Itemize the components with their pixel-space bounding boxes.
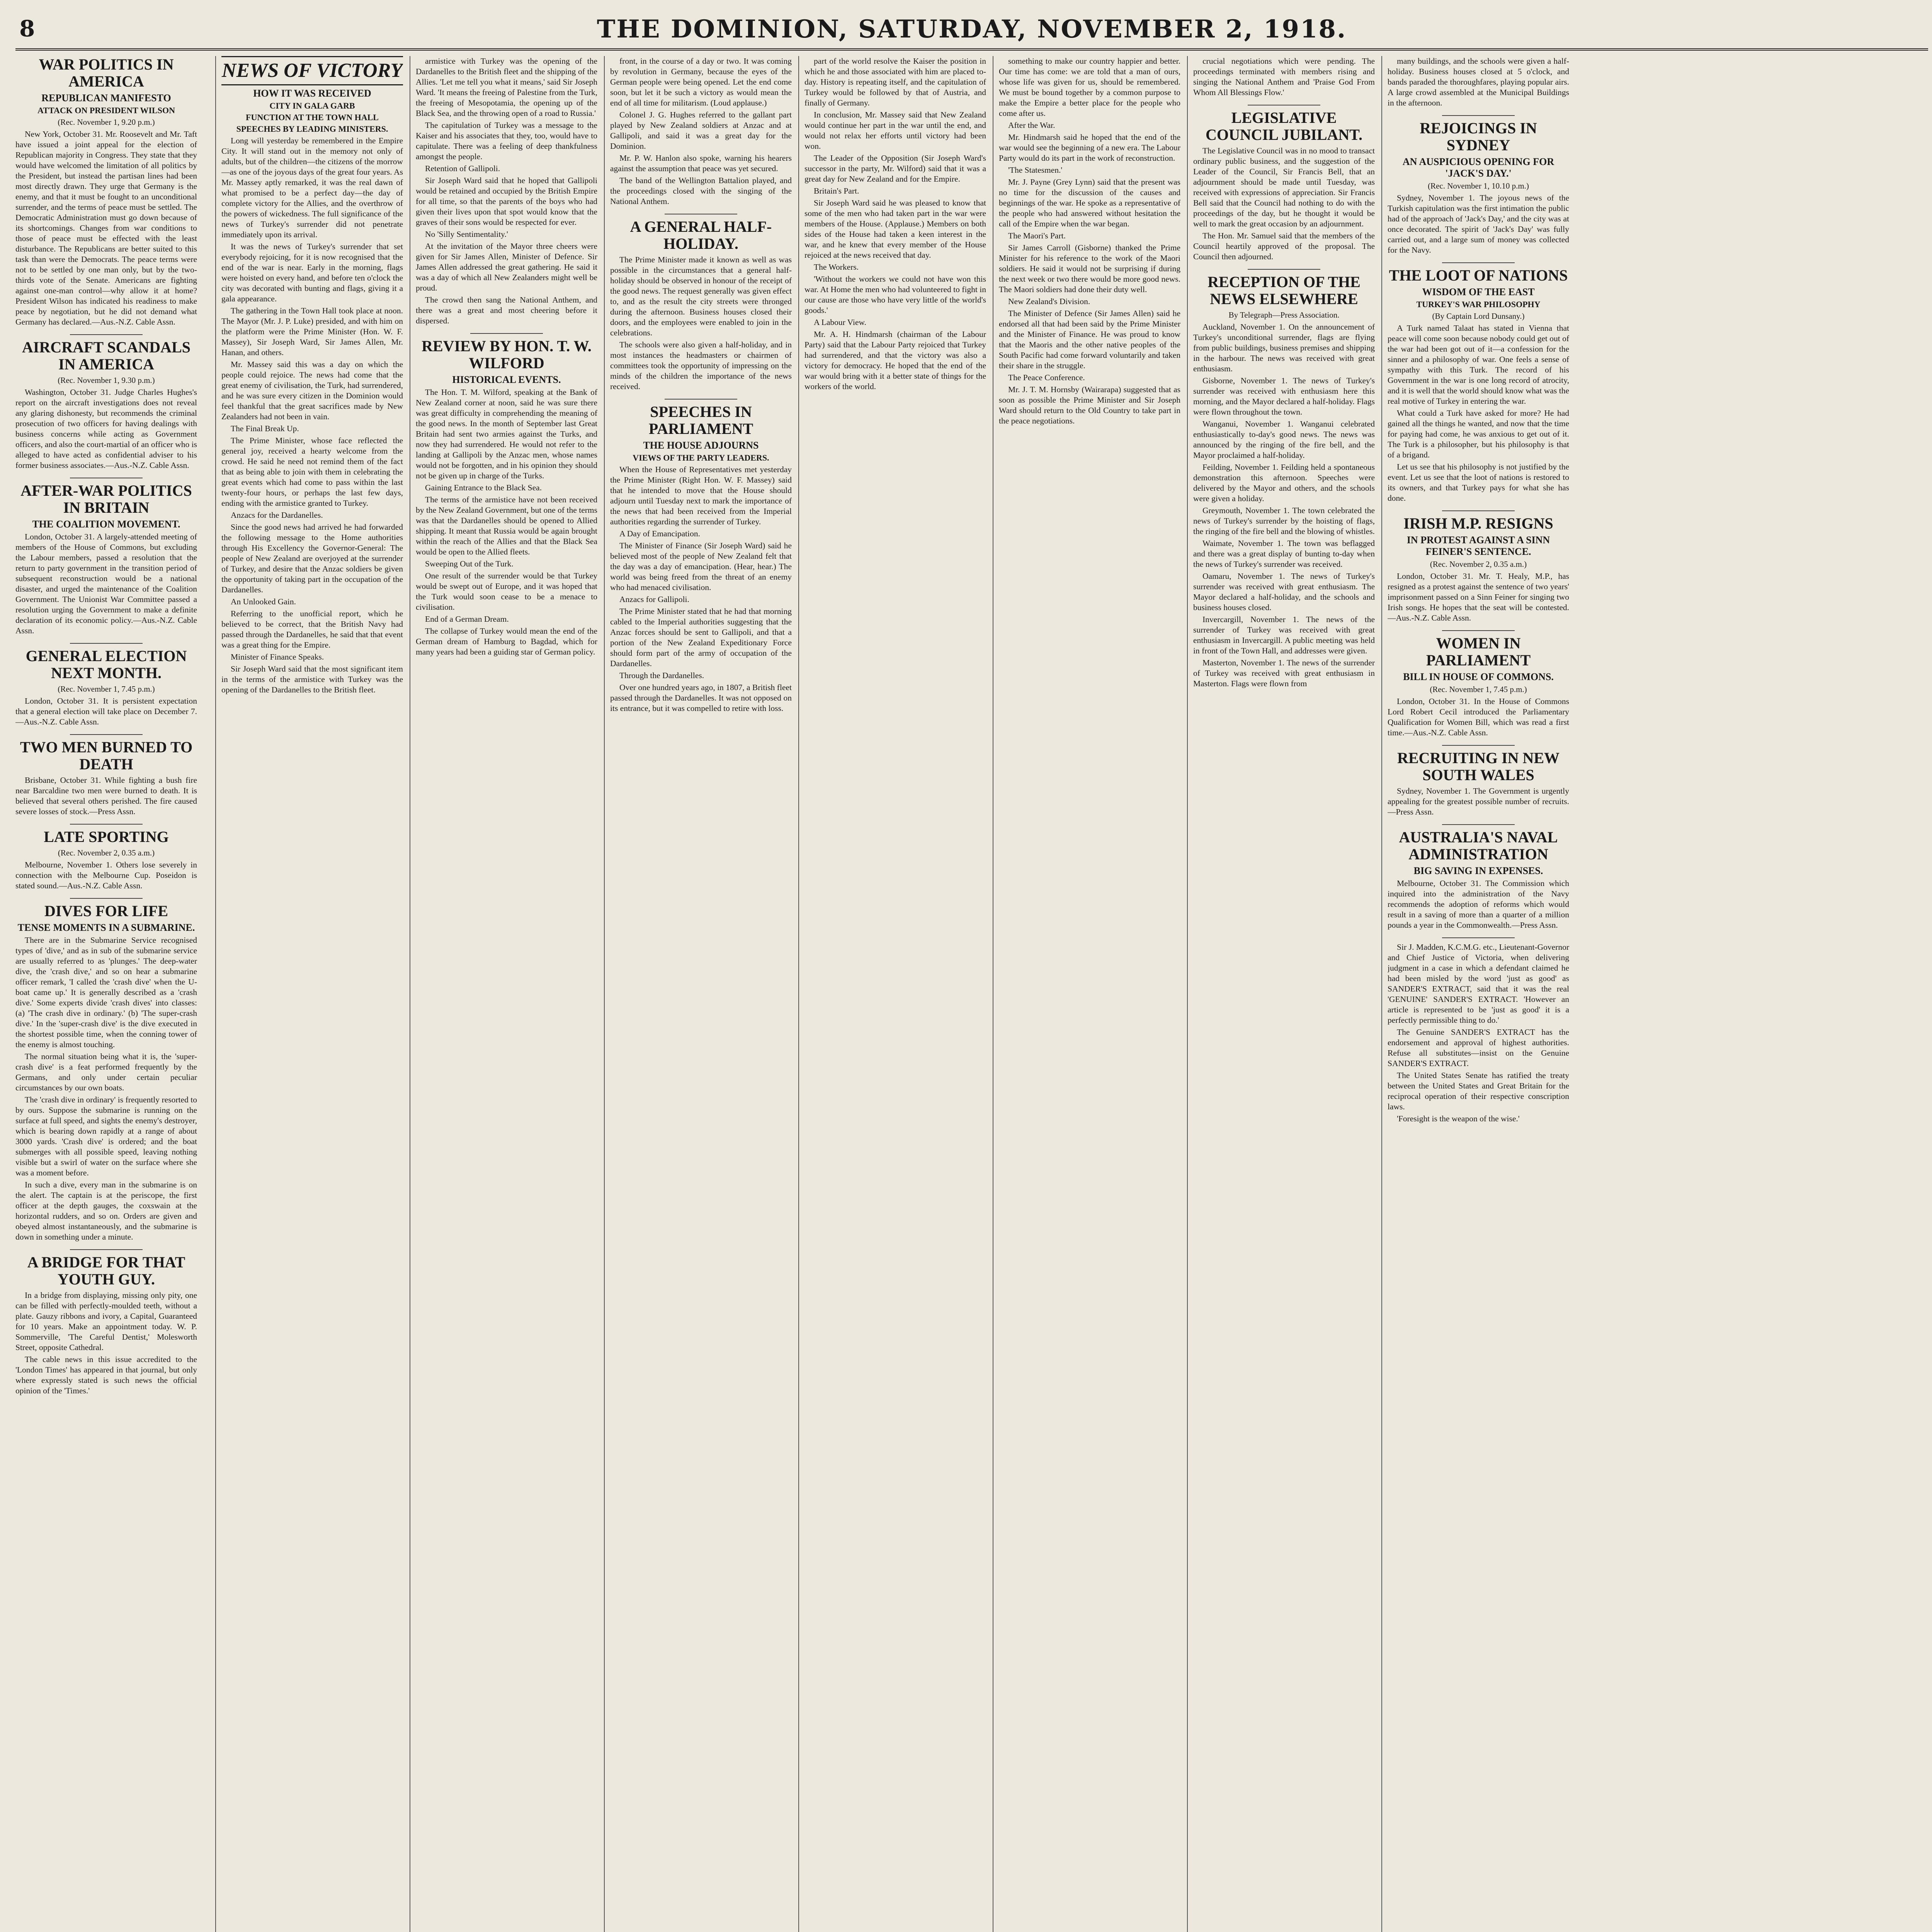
article-headline: AUSTRALIA'S NAVAL ADMINISTRATION <box>1399 828 1558 863</box>
article-subheading: THE HOUSE ADJOURNS <box>643 440 759 451</box>
article-paragraph: Auckland, November 1. On the announcement of Turkey's unconditional surrender, flags are flying from public buildings, business premises and shipping in the harbour. The news was received with great enthusiasm. <box>1193 322 1375 373</box>
article-dateline: (Rec. November 1, 7.45 p.m.) <box>58 684 155 694</box>
article-paragraph: A Labour View. <box>814 318 867 327</box>
article-paragraph: The Minister of Finance (Sir Joseph Ward) said he believed most of the people of New Zealand felt that the day was a day of emancipation. (Hear, hear.) The world was being freed from the threat of an enemy who had menaced civilisation. <box>610 541 792 592</box>
article-headline: GENERAL ELECTION NEXT MONTH. <box>26 647 187 682</box>
article-separator <box>1442 824 1515 825</box>
article-paragraph: London, October 31. Mr. T. Healy, M.P., has resigned as a protest against the sentence of two years' imprisonment passed on a Sinn Feiner for singing two Irish songs. He hopes that the seat will be contested.—Aus.-N.Z. Cable Assn. <box>1388 571 1569 622</box>
article-subheading: TURKEY'S WAR PHILOSOPHY <box>1416 299 1541 309</box>
article <box>15 482 197 636</box>
article-dateline: By Telegraph—Press Association. <box>1228 310 1340 320</box>
article-paragraph: London, October 31. It is persistent expectation that a general election will take place on December 7.—Aus.-N.Z. Cable Assn. <box>15 696 197 726</box>
article-headline: TWO MEN BURNED TO DEATH <box>20 738 193 773</box>
article-paragraph: armistice with Turkey was the opening of the Dardanelles to the British fleet and the shipping of the Allies. 'Let me tell you what it means,' said Sir Joseph Ward. 'It means the freeing of Palestine from the Turk, the freeing of Mesopotamia, the opening up of the Black Sea, and the throwing open of a road to Russia.' <box>416 56 597 118</box>
article-paragraph: Greymouth, November 1. The town celebrated the news of Turkey's surrender by the hoisting of flags, the ringing of the fire bell and the blowing of whistles. <box>1193 506 1375 536</box>
article-paragraph: London, October 31. A largely-attended meeting of members of the House of Commons, but excluding the Labour members, passed a resolution that the return to party government in the transition period of subsequent reconstruction would be a national disaster, and urged the maintenance of the Coalition Government. The Unionist War Committee passed a resolution urging the Government to make a definite declaration of its economic policy.—Aus.-N.Z. Cable Assn. <box>15 532 197 635</box>
article-subheading: THE COALITION MOVEMENT. <box>32 519 180 530</box>
article-paragraph: Mr. J. T. M. Hornsby (Wairarapa) suggested that as soon as possible the Prime Minister and Sir Joseph Ward should return to the Old Country to take part in the peace negotiations. <box>999 385 1180 425</box>
article <box>1388 635 1569 738</box>
article-paragraph: 'Foresight is the weapon of the wise.' <box>1397 1114 1520 1123</box>
article-paragraph: The Maori's Part. <box>1008 231 1066 240</box>
article-paragraph: Sir J. Madden, K.C.M.G. etc., Lieutenant-Governor and Chief Justice of Victoria, when delivering judgment in a case in which a defendant claimed he had been misled by the word 'just as good' as SANDER'S EXTRACT, said that it was the real 'GENUINE' SANDER'S EXTRACT. 'However an article is represented to be 'just as good' it is a perfectly permissible thing to do.' <box>1388 942 1569 1025</box>
article-separator <box>70 643 143 644</box>
column-rule <box>798 56 799 1932</box>
article <box>416 338 597 657</box>
article-paragraph: The terms of the armistice have not been received by the New Zealand Government, but one of the terms was that the Dardanelles should be opened to Allied shipping. It meant that Russia would be again brought within the reach of the Allies and that the Black Sea would be open to the Allied fleets. <box>416 495 597 556</box>
article-paragraph: Since the good news had arrived he had forwarded the following message to the Home authorities through His Excellency the Governor-General: The people of New Zealand are overjoyed at the surrender of Turkey, and desire that the Anzac soldiers be given the opportunity of taking part in the occupation of the Dardanelles. <box>221 522 403 594</box>
article-subheading: BIG SAVING IN EXPENSES. <box>1413 865 1543 876</box>
article <box>999 56 1180 426</box>
article-separator <box>1442 630 1515 631</box>
article-separator <box>1248 269 1320 270</box>
article-paragraph: Long will yesterday be remembered in the Empire City. It will stand out in the memory not only of adults, but of the children—the citizens of the morrow—as one of the joyous days of the great four years. As Mr. Massey aptly remarked, it was the real dawn of what promised to be a perfect day—the day of complete victory for the Allies, and the overthrow of the powers of wickedness. The full significance of the news of Turkey's surrender did not penetrate immediately upon its arrival. <box>221 136 403 239</box>
column-2 <box>221 56 403 1932</box>
column-rule <box>215 56 216 1932</box>
article-headline: WAR POLITICS IN AMERICA <box>39 56 174 90</box>
article-paragraph: The Hon. T. M. Wilford, speaking at the Bank of New Zealand corner at noon, said he was sure there was great difficulty in comprehending the meaning of the good news. In the month of September last Great Britain had sent two armies against the Turks, and now they had surrendered. He would not refer to the landing at Gallipoli by the Anzac men, whose names would not be forgotten, and in his opinion they should not be given up in charge of the Turks. <box>416 388 597 480</box>
article-paragraph: When the House of Representatives met yesterday the Prime Minister (Right Hon. W. F. Massey) said that he intended to move that the House should adjourn until Tuesday next to mark the importance of the news that had been received from the Imperial authorities regarding the surrender of Turkey. <box>610 465 792 526</box>
article-headline: RECEPTION OF THE NEWS ELSEWHERE <box>1208 273 1361 308</box>
article-paragraph: Anzacs for the Dardanelles. <box>231 510 323 520</box>
page-number: 8 <box>19 15 35 42</box>
article-paragraph: Let us see that his philosophy is not justified by the event. Let us see that the loot of nations is restored to its owners, and that Turkey pays for what she has done. <box>1388 462 1569 503</box>
article-paragraph: A Turk named Talaat has stated in Vienna that peace will come soon because nobody could get out of the war had been got out of it—a confession for the sinner and a philosophy of war. One feels a sense of sympathy with this Turk. The record of his Government in the war is one long record of atrocity, and it is well that the world should know what was the real motive of Turkey in entering the war. <box>1388 323 1569 406</box>
article-dateline: (Rec. November 1, 9.20 p.m.) <box>58 117 155 127</box>
article-paragraph: The Workers. <box>814 262 859 272</box>
article-separator <box>665 399 737 400</box>
article-paragraph: It was the news of Turkey's surrender that set everybody rejoicing, for it is now recognised that the end of the war is near. Early in the morning, flags were hoisted on every hand, and before ten o'clock the city was decorated with bunting and flags, giving it a gala appearance. <box>221 242 403 303</box>
column-8 <box>1388 56 1569 1932</box>
article-paragraph: Referring to the unofficial report, which he believed to be correct, that the British Navy had passed through the Dardanelles, he said that that event was a great thing for the Empire. <box>221 609 403 650</box>
article-paragraph: Colonel J. G. Hughes referred to the gallant part played by New Zealand soldiers at Anzac and at Gallipoli, and said it was a great day for the Dominion. <box>610 110 792 151</box>
article-paragraph: London, October 31. In the House of Commons Lord Robert Cecil introduced the Parliamentary Qualification for Women Bill, which was read a first time.—Aus.-N.Z. Cable Assn. <box>1388 697 1569 737</box>
article-separator <box>1442 262 1515 263</box>
article-separator <box>1442 510 1515 511</box>
article-separator <box>70 734 143 735</box>
article-paragraph: Sir Joseph Ward said he was pleased to know that some of the men who had taken part in the war were members of the House. (Applause.) Members on both sides of the House had taken a keen interest in the war, and he knew that every member of the House rejoiced at the news received that day. <box>804 198 986 260</box>
article-separator <box>70 824 143 825</box>
article-paragraph: Retention of Gallipoli. <box>425 164 500 173</box>
article-paragraph: The Leader of the Opposition (Sir Joseph Ward's successor in the party, Mr. Wilford) said that it was a great day for New Zealand and for the Empire. <box>804 153 986 184</box>
article-paragraph: In such a dive, every man in the submarine is on the alert. The captain is at the periscope, the first officer at the depth gauges, the coxswain at the horizontal rudders, and so on. Orders are given and obeyed almost instantaneously, and the submarine is down in something under a minute. <box>15 1180 197 1242</box>
article-paragraph: front, in the course of a day or two. It was coming by revolution in Germany, because the eyes of the German people were being opened. Let the end come soon, but let it be such a victory as would mean the end of all time for militarism. (Loud applause.) <box>610 56 792 107</box>
article-headline: AIRCRAFT SCANDALS IN AMERICA <box>22 338 190 373</box>
article-separator <box>1442 115 1515 116</box>
article <box>1388 120 1569 255</box>
article-headline: SPEECHES IN PARLIAMENT <box>648 403 753 437</box>
article-paragraph: Through the Dardanelles. <box>619 671 704 680</box>
article-headline: RECRUITING IN NEW SOUTH WALES <box>1397 749 1560 784</box>
article <box>15 1254 197 1396</box>
article-headline: REJOICINGS IN SYDNEY <box>1420 119 1537 154</box>
article-separator <box>470 333 543 334</box>
article <box>15 739 197 817</box>
article <box>15 56 197 327</box>
article-paragraph: Gisborne, November 1. The news of Turkey's surrender was received with enthusiasm here this morning, and the Mayor declared a half-holiday. Flags were flown throughout the town. <box>1193 376 1375 417</box>
article-paragraph: crucial negotiations which were pending. The proceedings terminated with members rising and singing the National Anthem and 'Praise God From Whom All Blessings Flow.' <box>1193 56 1375 97</box>
article-paragraph: The 'crash dive in ordinary' is frequently resorted to by ours. Suppose the submarine is running on the surface at full speed, and sights the enemy's destroyer, which is bearing down rapidly at a range of about 3000 yards. 'Crash dive' is ordered; and the boat submerges with all possible speed, leaving nothing visible but a swirl of water on the surface where she was a moment before. <box>15 1095 197 1177</box>
article-paragraph: Over one hundred years ago, in 1807, a British fleet passed through the Dardanelles. It was not opposed on its entrance, but it was compelled to retire with loss. <box>610 683 792 713</box>
article-paragraph: The Prime Minister, whose face reflected the general joy, received a hearty welcome from the crowd. He said he need not remind them of the fact that as being able to join with them in celebrating the great events which had come to pass within the last twenty-four hours, or perhaps the last few days, ending with the armistice granted to Turkey. <box>221 436 403 508</box>
article-paragraph: part of the world resolve the Kaiser the position in which he and those associated with him are placed to-day. History is repeating itself, and the capitulation of Turkey would be followed by that of Austria, and finally of Germany. <box>804 56 986 107</box>
article <box>221 56 403 695</box>
article <box>1388 750 1569 817</box>
article-paragraph: The normal situation being what it is, the 'super-crash dive' is a feat performed frequently by the Germans, and only under certain peculiar circumstances by our own boats. <box>15 1052 197 1092</box>
article-paragraph: In a bridge from displaying, missing only pity, one can be filled with perfectly-moulded teeth, without a plate. Gauzy ribbons and ivory, a Capital, Guaranteed for 10 years. Make an appointment today. W. P. Sommerville, 'The Careful Dentist,' Molesworth Street, opposite Cathedral. <box>15 1291 197 1352</box>
article-paragraph: Minister of Finance Speaks. <box>231 652 324 662</box>
article-headline: WOMEN IN PARLIAMENT <box>1426 634 1531 669</box>
article-paragraph: Waimate, November 1. The town was beflagged and there was a great display of bunting to-day when the news of Turkey's surrender was received. <box>1193 539 1375 569</box>
article-dateline: (Rec. November 2, 0.35 a.m.) <box>58 848 155 857</box>
article-paragraph: Melbourne, November 1. Others lose severely in connection with the Melbourne Cup. Poseidon is stated sound.—Aus.-N.Z. Cable Assn. <box>15 860 197 890</box>
article-paragraph: There are in the Submarine Service recognised types of 'dive,' and as in sub of the submarine service are usually referred to as 'plunges.' The deep-water dive, the 'crash dive,' and so on hear a submarine officer remark, 'I called the 'crash dive' when the U-boat came up.' It is generally described as a 'crash dive.' Some experts divide 'crash dives' into classes: (a) 'The crash dive in ordinary.' (b) 'The super-crash dive.' In the 'super-crash dive' is the dive executed in the shortest possible time, when the conning tower of the enemy is almost touching. <box>15 935 197 1049</box>
article <box>1388 267 1569 503</box>
article-subheading: BILL IN HOUSE OF COMMONS. <box>1403 671 1554 682</box>
article-dateline: (Rec. November 1, 10.10 p.m.) <box>1428 181 1529 190</box>
article-subheading: VIEWS OF THE PARTY LEADERS. <box>633 453 769 463</box>
article-dateline: (Rec. November 1, 9.30 p.m.) <box>58 376 155 385</box>
column-rule <box>604 56 605 1932</box>
columns <box>15 56 1928 1932</box>
newspaper-page <box>15 12 1928 1932</box>
article-paragraph: many buildings, and the schools were given a half-holiday. Business houses closed at 5 o'clock, and bands paraded the thoroughfares, playing popular airs. A large crowd assembled at the Municipal Buildings in the afternoon. <box>1388 56 1569 107</box>
article-dateline: (Rec. November 2, 0.35 a.m.) <box>1430 560 1527 569</box>
article-paragraph: Invercargill, November 1. The news of the surrender of Turkey was received with great enthusiasm in Invercargill. A public meeting was held in front of the Town Hall, and addresses were given. <box>1193 615 1375 655</box>
article-paragraph: The Legislative Council was in no mood to transact ordinary public business, and the suggestion of the Leader of the Council, Sir Francis Bell, that an adjournment should be made until Tuesday, was received with expressions of appreciation. Sir Francis Bell said that the Council had nothing to do with the proceedings of the day, but he thought it would be well to mark the great occasion by an adjournment. <box>1193 146 1375 228</box>
article-paragraph: What could a Turk have asked for more? He had gained all the things he wanted, and now that the time for paying had come, he was anxious to get out of it. The Turk is a philosopher, but his philosophy is that of a brigand. <box>1388 408 1569 459</box>
article <box>1193 274 1375 689</box>
article-subheading: FUNCTION AT THE TOWN HALL <box>246 112 379 122</box>
masthead-title: THE DOMINION, SATURDAY, NOVEMBER 2, 1918. <box>597 15 1347 44</box>
article-paragraph: something to make our country happier and better. Our time has come: we are told that a man of ours, whose life was given for us, should be remembered. We must be bound together by a common purpose to make the Empire a better place for the people who come after us. <box>999 56 1180 118</box>
article-paragraph: The band of the Wellington Battalion played, and the proceedings closed with the singing of the National Anthem. <box>610 176 792 206</box>
article-paragraph: Masterton, November 1. The news of the surrender of Turkey was received with great enthusiasm in Masterton. Flags were flown from <box>1193 658 1375 688</box>
article-paragraph: 'The Statesmen.' <box>1008 165 1063 175</box>
article-paragraph: The crowd then sang the National Anthem, and there was a great and most cheering before it dispersed. <box>416 295 597 325</box>
article <box>610 403 792 714</box>
article-paragraph: Feilding, November 1. Feilding held a spontaneous demonstration this afternoon. Speeches were delivered by the Mayor and others, and the schools were given a holiday. <box>1193 463 1375 503</box>
column-3 <box>416 56 597 1932</box>
article-separator <box>1442 745 1515 746</box>
article <box>15 648 197 727</box>
article <box>804 56 986 392</box>
article <box>1388 56 1569 108</box>
article-paragraph: After the War. <box>1008 121 1055 130</box>
article-paragraph: The Hon. Mr. Samuel said that the members of the Council heartily approved of the proposal. The Council then adjourned. <box>1193 231 1375 261</box>
article-paragraph: Mr. Massey said this was a day on which the people could rejoice. The news had come that the great enemy of civilisation, the Turk, had surrendered, and he was sure every citizen in the Dominion would feel thankful that the great sacrifices made by New Zealanders had not been in vain. <box>221 360 403 421</box>
article-paragraph: The Genuine SANDER'S EXTRACT has the endorsement and approval of highest authorities. Refuse all substitutes—insist on the Genuine SANDER'S EXTRACT. <box>1388 1027 1569 1068</box>
article-paragraph: Brisbane, October 31. While fighting a bush fire near Barcaldine two men were burned to death. It is believed that several others perished. The fire caused severe losses of stock.—Press Assn. <box>15 776 197 816</box>
article-subheading: SPEECHES BY LEADING MINISTERS. <box>236 124 388 134</box>
article <box>1388 942 1569 1124</box>
column-rule <box>1187 56 1188 1932</box>
article-headline: AFTER-WAR POLITICS IN BRITAIN <box>20 482 192 516</box>
article-subheading: HISTORICAL EVENTS. <box>452 374 561 385</box>
article-paragraph: Mr. Hindmarsh said he hoped that the end of the war would see the beginning of a new era. The Labour Party would do its part in the work of reconstruction. <box>999 133 1180 163</box>
column-1 <box>15 56 197 1932</box>
column-6 <box>999 56 1180 1932</box>
article-paragraph: No 'Silly Sentimentality.' <box>425 230 508 239</box>
article-paragraph: The collapse of Turkey would mean the end of the German dream of Hamburg to Bagdad, which for many years had been a guiding star of German policy. <box>416 626 597 656</box>
article-paragraph: Gaining Entrance to the Black Sea. <box>425 483 542 492</box>
article-dateline: (Rec. November 1, 7.45 p.m.) <box>1430 685 1527 694</box>
article-headline: REVIEW BY HON. T. W. WILFORD <box>422 337 592 372</box>
article-paragraph: Britain's Part. <box>814 186 859 196</box>
masthead <box>15 12 1928 51</box>
article-separator <box>70 898 143 899</box>
article-headline: DIVES FOR LIFE <box>44 902 168 920</box>
article-paragraph: Mr. J. Payne (Grey Lynn) said that the present was no time for the discussion of the causes and beginnings of the war. He spoke as a representative of the people who had answered without hesitation the call of the Empire when the war began. <box>999 177 1180 228</box>
article-paragraph: Mr. P. W. Hanlon also spoke, warning his hearers against the assumption that peace was yet secured. <box>610 153 792 173</box>
article <box>1388 515 1569 623</box>
article-paragraph: End of a German Dream. <box>425 614 509 624</box>
article-paragraph: New York, October 31. Mr. Roosevelt and Mr. Taft have issued a joint appeal for the election of Republican majority in Congress. They state that they would have welcomed the limitation of all politics by the President, but instead the partisan lines had been most directly drawn. They urge that Germany is the enemy, and that it must be fought to an unconditional surrender, and the terms of peace must be settled. The Democratic Administration must go down because of its shortcomings. Changes from war conditions to those of peace must be effected with the least disturbance. The Republicans are better suited to this task than were the Democrats. The peace terms were not to be settled by one man only, but by the two-thirds vote of the Senate. Americans are fighting against one-man control—why allow it at home? President Wilson has indicated his readiness to make peace by negotiation, but he did not demand what Germany has declared.—Aus.-N.Z. Cable Assn. <box>15 129 197 327</box>
article <box>1193 109 1375 262</box>
article-subheading: ATTACK ON PRESIDENT WILSON <box>37 105 175 115</box>
article <box>15 339 197 471</box>
article-headline: LATE SPORTING <box>44 828 169 845</box>
article-separator <box>70 334 143 335</box>
article-paragraph: Sir Joseph Ward said that he hoped that Gallipoli would be retained and occupied by the British Empire for all time, so that the parents of the boys who had given their lives upon that spot would know that the graves of their sons would be respected for ever. <box>416 176 597 227</box>
column-5 <box>804 56 986 1932</box>
article-paragraph: The gathering in the Town Hall took place at noon. The Mayor (Mr. J. P. Luke) presided, and with him on the platform were the Prime Minister (Hon. W. F. Massey), Sir Joseph Ward, Sir James Allen, Mr. Hanan, and others. <box>221 306 403 357</box>
article <box>15 828 197 891</box>
column-rule <box>1381 56 1382 1932</box>
article <box>15 903 197 1242</box>
article-paragraph: Sydney, November 1. The joyous news of the Turkish capitulation was the first intimation the public had of the approach of 'Jack's Day,' and the city was at once decorated. The spirit of 'Jack's Day' was fully carried out, and a large sum of money was collected for the Navy. <box>1388 193 1569 255</box>
article-subheading: HOW IT WAS RECEIVED <box>253 88 371 99</box>
article-paragraph: Sir Joseph Ward said that the most significant item in the terms of the armistice with Turkey was the opening of the Dardanelles to the British fleet. <box>221 664 403 694</box>
column-4 <box>610 56 792 1932</box>
article-subheading: IN PROTEST AGAINST A SINN FEINER'S SENTENCE. <box>1406 534 1550 557</box>
article-paragraph: New Zealand's Division. <box>1008 297 1090 306</box>
article-paragraph: Sydney, November 1. The Government is urgently appealing for the greatest possible number of recruits.—Press Assn. <box>1388 786 1569 816</box>
article-subheading: AN AUSPICIOUS OPENING FOR 'JACK'S DAY.' <box>1402 156 1554 179</box>
article-paragraph: Sir James Carroll (Gisborne) thanked the Prime Minister for his reference to the work of the Maori soldiers. He said it would not be surprising if during the next week or two there would be more good news. The Maori soldiers had done their duty well. <box>999 243 1180 294</box>
article-paragraph: Wanganui, November 1. Wanganui celebrated enthusiastically to-day's good news. The news was announced by the ringing of the fire bell, and the Mayor proclaimed a half-holiday. <box>1193 419 1375 460</box>
article-paragraph: A Day of Emancipation. <box>619 529 700 538</box>
article-dateline: (By Captain Lord Dunsany.) <box>1432 311 1525 321</box>
article-paragraph: The Prime Minister stated that he had that morning cabled to the Imperial authorities suggesting that the Anzac forces should be sent to Gallipoli, and that a portion of the New Zealand Expeditionary Force should form part of the army of occupation of the Dardanelles. <box>610 607 792 668</box>
article <box>1193 56 1375 98</box>
article-paragraph: The Peace Conference. <box>1008 373 1085 382</box>
article-paragraph: The United States Senate has ratified the treaty between the United States and Great Britain for the reciprocal operation of their respective conscription laws. <box>1388 1071 1569 1111</box>
article-headline: THE LOOT OF NATIONS <box>1389 267 1568 284</box>
article-paragraph: Sweeping Out of the Turk. <box>425 559 514 568</box>
article-headline: A BRIDGE FOR THAT YOUTH GUY. <box>27 1253 185 1288</box>
article-subheading: CITY IN GALA GARB <box>269 101 355 111</box>
article <box>610 56 792 207</box>
article-paragraph: Washington, October 31. Judge Charles Hughes's report on the aircraft investigations does not reveal any glaring dishonesty, but recommends the criminal prosecution of two officers for having dealings with business concerns while acting as Government officers, and also the court-martial of an officer who is alleged to have acted as confidential adviser to his former business associates.—Aus.-N.Z. Cable Assn. <box>15 388 197 470</box>
article-subheading: REPUBLICAN MANIFESTO <box>41 92 171 104</box>
article-paragraph: An Unlooked Gain. <box>231 597 296 606</box>
article-paragraph: The cable news in this issue accredited to the 'London Times' has appeared in that journal, but only where expressly stated is such news the official opinion of the 'Times.' <box>15 1355 197 1395</box>
article-subheading: WISDOM OF THE EAST <box>1422 286 1535 298</box>
article-paragraph: The Final Break Up. <box>231 424 299 433</box>
article-paragraph: The capitulation of Turkey was a message to the Kaiser and his associates that they, too, would have to capitulate. There was a feeling of deep thankfulness amongst the people. <box>416 121 597 161</box>
article-paragraph: In conclusion, Mr. Massey said that New Zealand would continue her part in the war until the end, and would not relax her efforts until victory had been won. <box>804 110 986 151</box>
article <box>1388 829 1569 930</box>
article <box>416 56 597 326</box>
article-subheading: TENSE MOMENTS IN A SUBMARINE. <box>17 922 195 933</box>
article <box>610 218 792 392</box>
article-headline: A GENERAL HALF-HOLIDAY. <box>630 218 772 252</box>
article-separator <box>70 1249 143 1250</box>
column-7 <box>1193 56 1375 1932</box>
article-paragraph: One result of the surrender would be that Turkey would be swept out of Europe, and it was hoped that the Turk would soon cease to be a menace to civilisation. <box>416 571 597 612</box>
article-headline: LEGISLATIVE COUNCIL JUBILANT. <box>1206 109 1362 143</box>
article-separator <box>1442 937 1515 938</box>
article-paragraph: Mr. A. H. Hindmarsh (chairman of the Labour Party) said that the Labour Party rejoiced that Turkey had surrendered, and that the victory was also a victory for democracy. He hoped that the end of the war would bring with it a better state of things for the workers of the world. <box>804 330 986 391</box>
article-paragraph: The schools were also given a half-holiday, and in most instances the headmasters or chairmen of committees took the opportunity of impressing on the minds of the children the importance of the news received. <box>610 340 792 391</box>
article-paragraph: Melbourne, October 31. The Commission which inquired into the administration of the Navy recommends the adoption of reforms which would result in a saving of more than a quarter of a million pounds a year in the Commonwealth.—Press Assn. <box>1388 879 1569 930</box>
article-paragraph: The Prime Minister made it known as well as was possible in the circumstances that a general half-holiday should be observed in honour of the receipt of the good news. The request generally was given effect to, and as the result the city streets were thronged during the afternoon. Business houses closed their doors, and the employees were enabled to join in the celebrations. <box>610 255 792 337</box>
article-headline: IRISH M.P. RESIGNS <box>1403 515 1553 532</box>
article-paragraph: Anzacs for Gallipoli. <box>619 595 689 604</box>
article-paragraph: The Minister of Defence (Sir James Allen) said he endorsed all that had been said by the Prime Minister and the Minister of Finance. He was proud to know that the Maoris and the other native peoples of the South Pacific had come forward voluntarily and taken their share in the struggle. <box>999 309 1180 370</box>
article-paragraph: Oamaru, November 1. The news of Turkey's surrender was received with great enthusiasm. The Mayor declared a half-holiday, and the schools and business houses closed. <box>1193 571 1375 612</box>
article-headline: NEWS OF VICTORY <box>221 56 403 85</box>
article-paragraph: 'Without the workers we could not have won this war. At Home the men who had volunteered to fight in our cause are those who have very little of the world's goods.' <box>804 274 986 315</box>
article-paragraph: At the invitation of the Mayor three cheers were given for Sir James Allen, Minister of Defence. Sir James Allen addressed the great gathering. He said it was a day of which all New Zealanders might well be proud. <box>416 242 597 293</box>
